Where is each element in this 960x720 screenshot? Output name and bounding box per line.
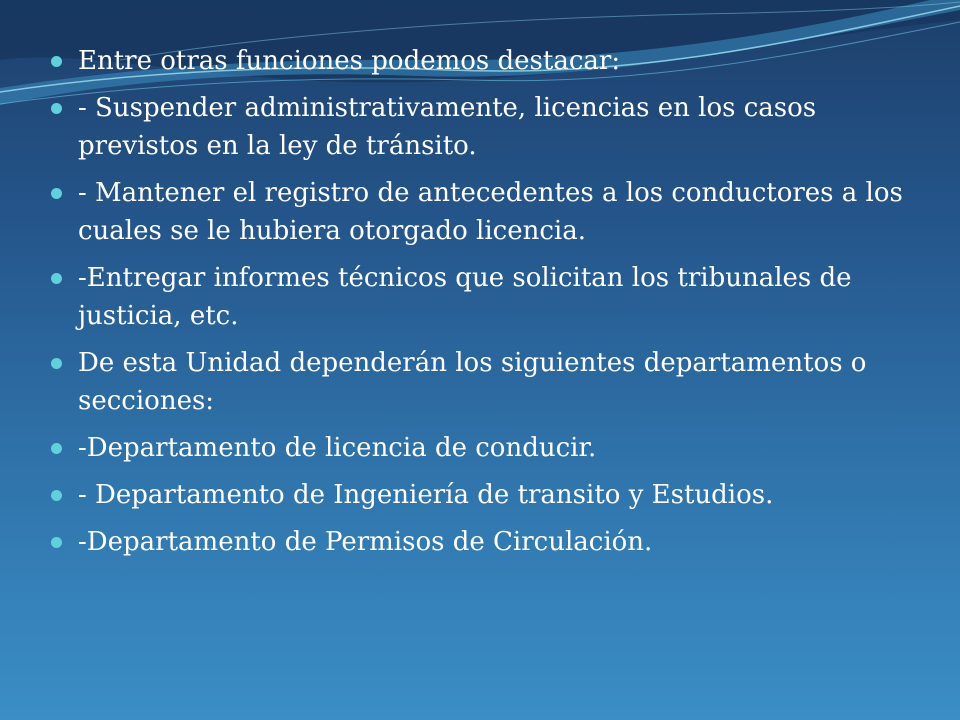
bullet-dot-icon — [51, 188, 62, 199]
bullet-dot-icon — [51, 56, 62, 67]
bullet-item — [48, 174, 928, 250]
bullet-text: Entre otras funciones podemos destacar: — [78, 46, 621, 76]
bullet-text: - Departamento de Ingeniería de transito y Estudios. — [78, 480, 774, 510]
bullet-dot-icon — [51, 443, 62, 454]
bullet-text: De esta Unidad dependerán los siguientes departamentos o secciones: — [78, 348, 867, 416]
bullet-item — [48, 344, 928, 420]
bullet-dot-icon — [51, 103, 62, 114]
bullet-text: -Entregar informes técnicos que solicitan los tribunales de justicia, etc. — [78, 263, 852, 331]
bullet-dot-icon — [51, 358, 62, 369]
bullet-dot-icon — [51, 490, 62, 501]
bullet-item — [48, 523, 928, 561]
bullet-text: -Departamento de Permisos de Circulación. — [78, 527, 653, 557]
bullet-dot-icon — [51, 537, 62, 548]
bullet-item — [48, 42, 928, 80]
bullet-item — [48, 89, 928, 165]
bullet-text: -Departamento de licencia de conducir. — [78, 433, 597, 463]
bullet-item — [48, 259, 928, 335]
bullet-item — [48, 476, 928, 514]
bullet-dot-icon — [51, 273, 62, 284]
bullet-text: - Mantener el registro de antecedentes a los conductores a los cuales se le hubiera otorgado licencia. — [78, 178, 903, 246]
bullet-list — [48, 42, 928, 570]
bullet-item — [48, 429, 928, 467]
bullet-text: - Suspender administrativamente, licencias en los casos previstos en la ley de tránsito. — [78, 93, 817, 161]
